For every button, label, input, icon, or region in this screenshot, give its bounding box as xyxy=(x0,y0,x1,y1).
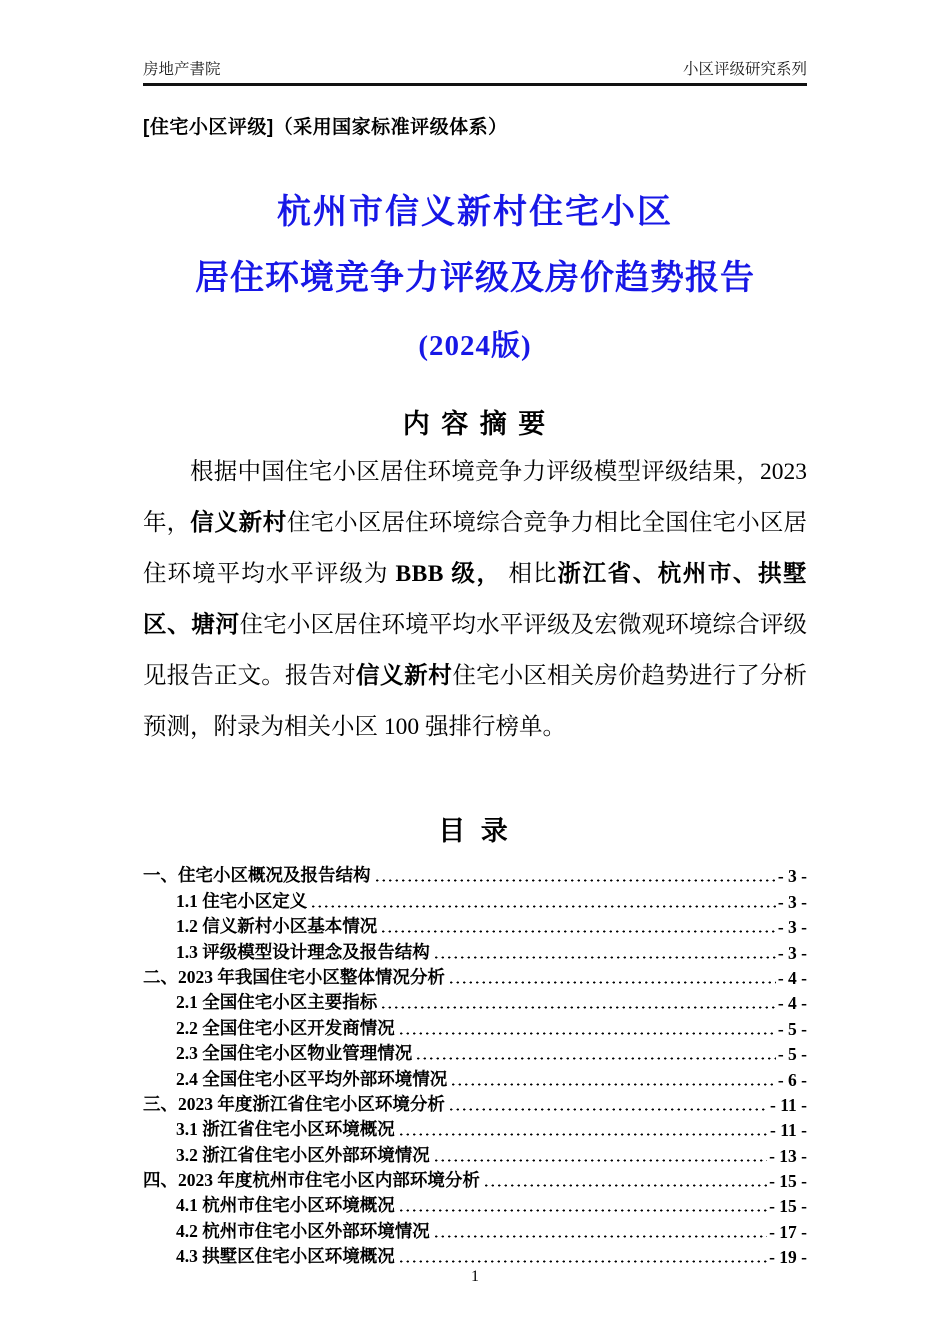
header-right-text: 小区评级研究系列 xyxy=(682,61,807,78)
toc-entry-page: - 6 - xyxy=(777,1069,807,1090)
toc-dot-leader xyxy=(415,1057,776,1060)
report-title-line1: 杭州市信义新村住宅小区 xyxy=(277,194,673,231)
toc-entry xyxy=(143,938,807,963)
toc-dot-leader xyxy=(374,879,776,882)
toc-dot-leader xyxy=(398,1032,776,1035)
toc-entry-label: 3.2 浙江省住宅小区外部环境情况 xyxy=(176,1144,430,1165)
report-title-block xyxy=(143,189,807,364)
toc-entry-label: 2.4 全国住宅小区平均外部环境情况 xyxy=(176,1068,448,1089)
toc-entry xyxy=(143,989,807,1014)
summary-paragraph xyxy=(143,447,807,753)
toc-entry xyxy=(143,964,807,989)
report-edition: (2024版) xyxy=(418,330,532,362)
toc-heading: 目 录 xyxy=(438,816,512,846)
toc-entry-page: - 5 - xyxy=(777,1018,807,1039)
toc-entry-page: - 15 - xyxy=(769,1171,807,1192)
report-title-line2: 居住环境竞争力评级及房价趋势报告 xyxy=(195,260,755,297)
toc-entry xyxy=(143,1040,807,1065)
toc-entry-page: - 3 - xyxy=(777,866,807,887)
toc-dot-leader xyxy=(433,1159,767,1162)
toc-entry xyxy=(143,1116,807,1141)
toc-entry-label: 2.3 全国住宅小区物业管理情况 xyxy=(176,1043,413,1064)
toc-entry xyxy=(143,1141,807,1166)
toc-dot-leader xyxy=(433,1235,767,1238)
toc-entry-label: 三、2023 年度浙江省住宅小区环境分析 xyxy=(143,1093,445,1114)
toc-entry xyxy=(143,862,807,887)
toc-entry-page: - 15 - xyxy=(769,1196,807,1217)
page-number: 1 xyxy=(471,1268,479,1285)
toc-entry-page: - 5 - xyxy=(777,1044,807,1065)
page-header xyxy=(143,57,807,86)
toc-entry-page: - 3 - xyxy=(777,917,807,938)
toc-dot-leader xyxy=(398,1209,767,1212)
toc-entry-label: 2.2 全国住宅小区开发商情况 xyxy=(176,1017,395,1038)
toc-entry xyxy=(143,1014,807,1039)
toc-dot-leader xyxy=(380,1006,776,1009)
summary-text-run: 住宅小区居住环境平均水平评级及宏微观环境综合评级见报告正文。报告对 xyxy=(143,612,808,689)
toc-entry-label: 1.3 评级模型设计理念及报告结构 xyxy=(176,941,430,962)
toc-dot-leader xyxy=(448,1108,768,1111)
toc-entry xyxy=(143,1091,807,1116)
toc-dot-leader xyxy=(380,930,776,933)
toc-entry-label: 4.1 杭州市住宅小区环境概况 xyxy=(176,1195,395,1216)
toc-entry xyxy=(143,1217,807,1242)
summary-bold-run: 信义新村 xyxy=(355,663,453,689)
toc-entry-label: 一、住宅小区概况及报告结构 xyxy=(143,865,371,886)
toc-dot-leader xyxy=(310,905,776,908)
toc-entry-page: - 13 - xyxy=(769,1145,807,1166)
toc-entry-page: - 11 - xyxy=(770,1120,807,1141)
toc-entry xyxy=(143,1243,807,1268)
table-of-contents xyxy=(143,862,807,1268)
toc-entry-label: 2.1 全国住宅小区主要指标 xyxy=(176,992,378,1013)
toc-entry xyxy=(143,887,807,912)
summary-text-run: 相比 xyxy=(501,561,558,587)
toc-entry-label: 3.1 浙江省住宅小区环境概况 xyxy=(176,1119,395,1140)
summary-heading: 内 容 摘 要 xyxy=(402,409,548,439)
toc-entry xyxy=(143,913,807,938)
toc-dot-leader xyxy=(483,1184,767,1187)
toc-dot-leader xyxy=(448,981,776,984)
toc-entry-label: 4.2 杭州市住宅小区外部环境情况 xyxy=(176,1220,430,1241)
toc-entry-label: 4.3 拱墅区住宅小区环境概况 xyxy=(176,1246,395,1267)
toc-entry-page: - 17 - xyxy=(769,1221,807,1242)
toc-entry-label: 1.1 住宅小区定义 xyxy=(176,890,308,911)
toc-entry-page: - 3 - xyxy=(777,891,807,912)
toc-dot-leader xyxy=(433,956,776,959)
toc-entry-label: 四、2023 年度杭州市住宅小区内部环境分析 xyxy=(143,1170,480,1191)
toc-entry-label: 1.2 信义新村小区基本情况 xyxy=(176,916,378,937)
toc-entry-page: - 11 - xyxy=(770,1094,807,1115)
toc-dot-leader xyxy=(450,1083,776,1086)
summary-text-run: 根据中国住宅小区居住环境竞争力评级模型评级结果，2023 年， xyxy=(143,459,807,536)
toc-dot-leader xyxy=(398,1133,768,1136)
toc-entry-label: 二、2023 年我国住宅小区整体情况分析 xyxy=(143,966,445,987)
toc-dot-leader xyxy=(398,1260,767,1263)
series-label: [住宅小区评级]（采用国家标准评级体系） xyxy=(143,117,508,138)
summary-text-run: 住宅小区居住环境综合竞争力相比全国住宅小区居住环境平均水平评级为 xyxy=(143,510,808,587)
summary-bold-run: 浙江省、杭州市、拱墅区、塘河 xyxy=(143,561,808,638)
summary-text-run: 住宅小区相关房价趋势进行了分析预测，附录为相关小区 100 强排行榜单。 xyxy=(143,663,808,740)
header-left-text: 房地产書院 xyxy=(143,61,221,78)
toc-entry xyxy=(143,1192,807,1217)
toc-entry xyxy=(143,1065,807,1090)
toc-entry xyxy=(143,1167,807,1192)
summary-bold-run: 信义新村 xyxy=(190,510,287,536)
toc-entry-page: - 4 - xyxy=(777,993,807,1014)
toc-entry-page: - 4 - xyxy=(777,967,807,988)
toc-entry-page: - 3 - xyxy=(777,942,807,963)
summary-bold-run: BBB 级， xyxy=(395,561,502,587)
toc-entry-page: - 19 - xyxy=(769,1247,807,1268)
